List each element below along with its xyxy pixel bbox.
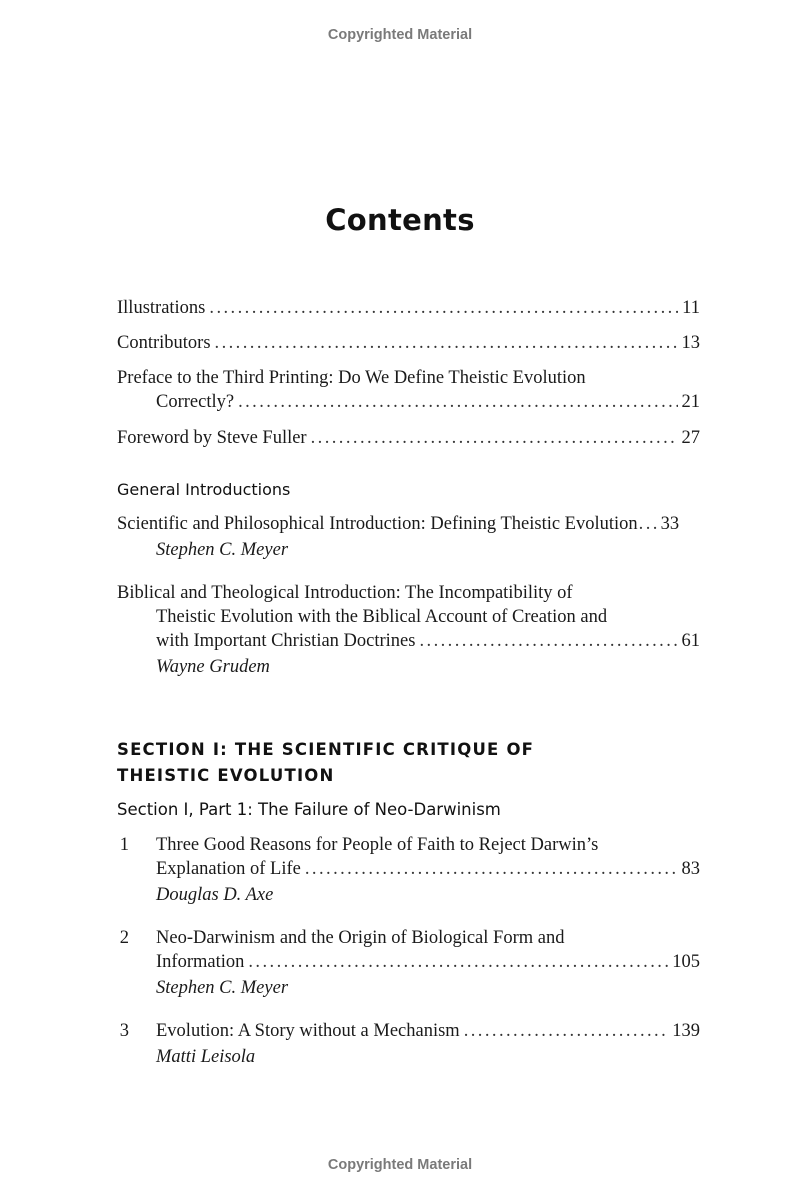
entry-title: Contributors: [117, 333, 211, 353]
entry-title: Foreword by Steve Fuller: [117, 428, 307, 448]
dot-leader: [464, 1019, 669, 1043]
toc-entry-illustrations[interactable]: [117, 296, 700, 320]
dot-leader: [238, 390, 677, 414]
page-title: Contents: [325, 203, 475, 237]
dot-leader: [209, 296, 678, 320]
entry-author: Stephen C. Meyer: [156, 978, 289, 998]
page-number: 21: [681, 392, 700, 412]
chapter-number: 3: [119, 1021, 129, 1041]
page-number: 61: [681, 631, 700, 651]
toc-entry-preface[interactable]: [117, 366, 700, 414]
toc-chapter-2[interactable]: [117, 926, 700, 1000]
dot-leader: [639, 512, 657, 536]
dot-leader: [419, 629, 677, 653]
entry-title-line: with Important Christian Doctrines: [156, 631, 416, 651]
page-number: 105: [672, 952, 700, 972]
dot-leader: [248, 950, 668, 974]
entry-author: Douglas D. Axe: [156, 885, 274, 905]
entry-title-line: Biblical and Theological Introduction: The Incompatibility of: [117, 583, 573, 603]
toc-entry-foreword[interactable]: [117, 426, 700, 450]
section-heading: [117, 737, 534, 789]
page-number: 83: [681, 859, 700, 879]
dot-leader: [215, 331, 678, 355]
page-number: 13: [681, 333, 700, 353]
entry-title-line: Correctly?: [156, 392, 235, 412]
heading-general-introductions: General Introductions: [117, 480, 291, 499]
entry-author: Matti Leisola: [156, 1047, 256, 1067]
toc-entry-biblical-introduction[interactable]: [117, 581, 700, 679]
toc-entry-contributors[interactable]: [117, 331, 700, 355]
copyright-watermark-bottom: Copyrighted Material: [327, 1157, 473, 1173]
entry-author: Wayne Grudem: [156, 657, 270, 677]
toc-chapter-1[interactable]: [117, 833, 700, 907]
dot-leader: [305, 857, 678, 881]
page-number: 33: [660, 514, 680, 534]
entry-title-line: Neo-Darwinism and the Origin of Biological Form and: [156, 928, 565, 948]
dot-leader: [311, 426, 678, 450]
entry-title: Scientific and Philosophical Introduction: Defining Theistic Evolution: [117, 514, 638, 534]
chapter-number: 1: [119, 835, 129, 855]
section-heading-line: THEISTIC EVOLUTION: [117, 766, 335, 785]
part-heading: Section I, Part 1: The Failure of Neo-Darwinism: [117, 800, 501, 819]
entry-author: Stephen C. Meyer: [156, 540, 289, 560]
page-number: 11: [682, 298, 700, 318]
entry-title-line: Information: [156, 952, 245, 972]
chapter-number: 2: [119, 928, 129, 948]
page-number: 139: [672, 1021, 700, 1041]
toc-chapter-3[interactable]: [117, 1019, 700, 1069]
toc-entry-scientific-introduction[interactable]: [117, 512, 700, 562]
entry-title-line: Three Good Reasons for People of Faith to Reject Darwin’s: [156, 835, 599, 855]
entry-title-line: Theistic Evolution with the Biblical Account of Creation and: [156, 607, 608, 627]
entry-title-line: Explanation of Life: [156, 859, 301, 879]
entry-title-line: Preface to the Third Printing: Do We Define Theistic Evolution: [117, 368, 586, 388]
section-heading-line: SECTION I: THE SCIENTIFIC CRITIQUE OF: [117, 740, 535, 759]
entry-title: Evolution: A Story without a Mechanism: [156, 1021, 460, 1041]
page-number: 27: [681, 428, 700, 448]
copyright-watermark-top: Copyrighted Material: [327, 27, 473, 43]
entry-title: Illustrations: [117, 298, 206, 318]
